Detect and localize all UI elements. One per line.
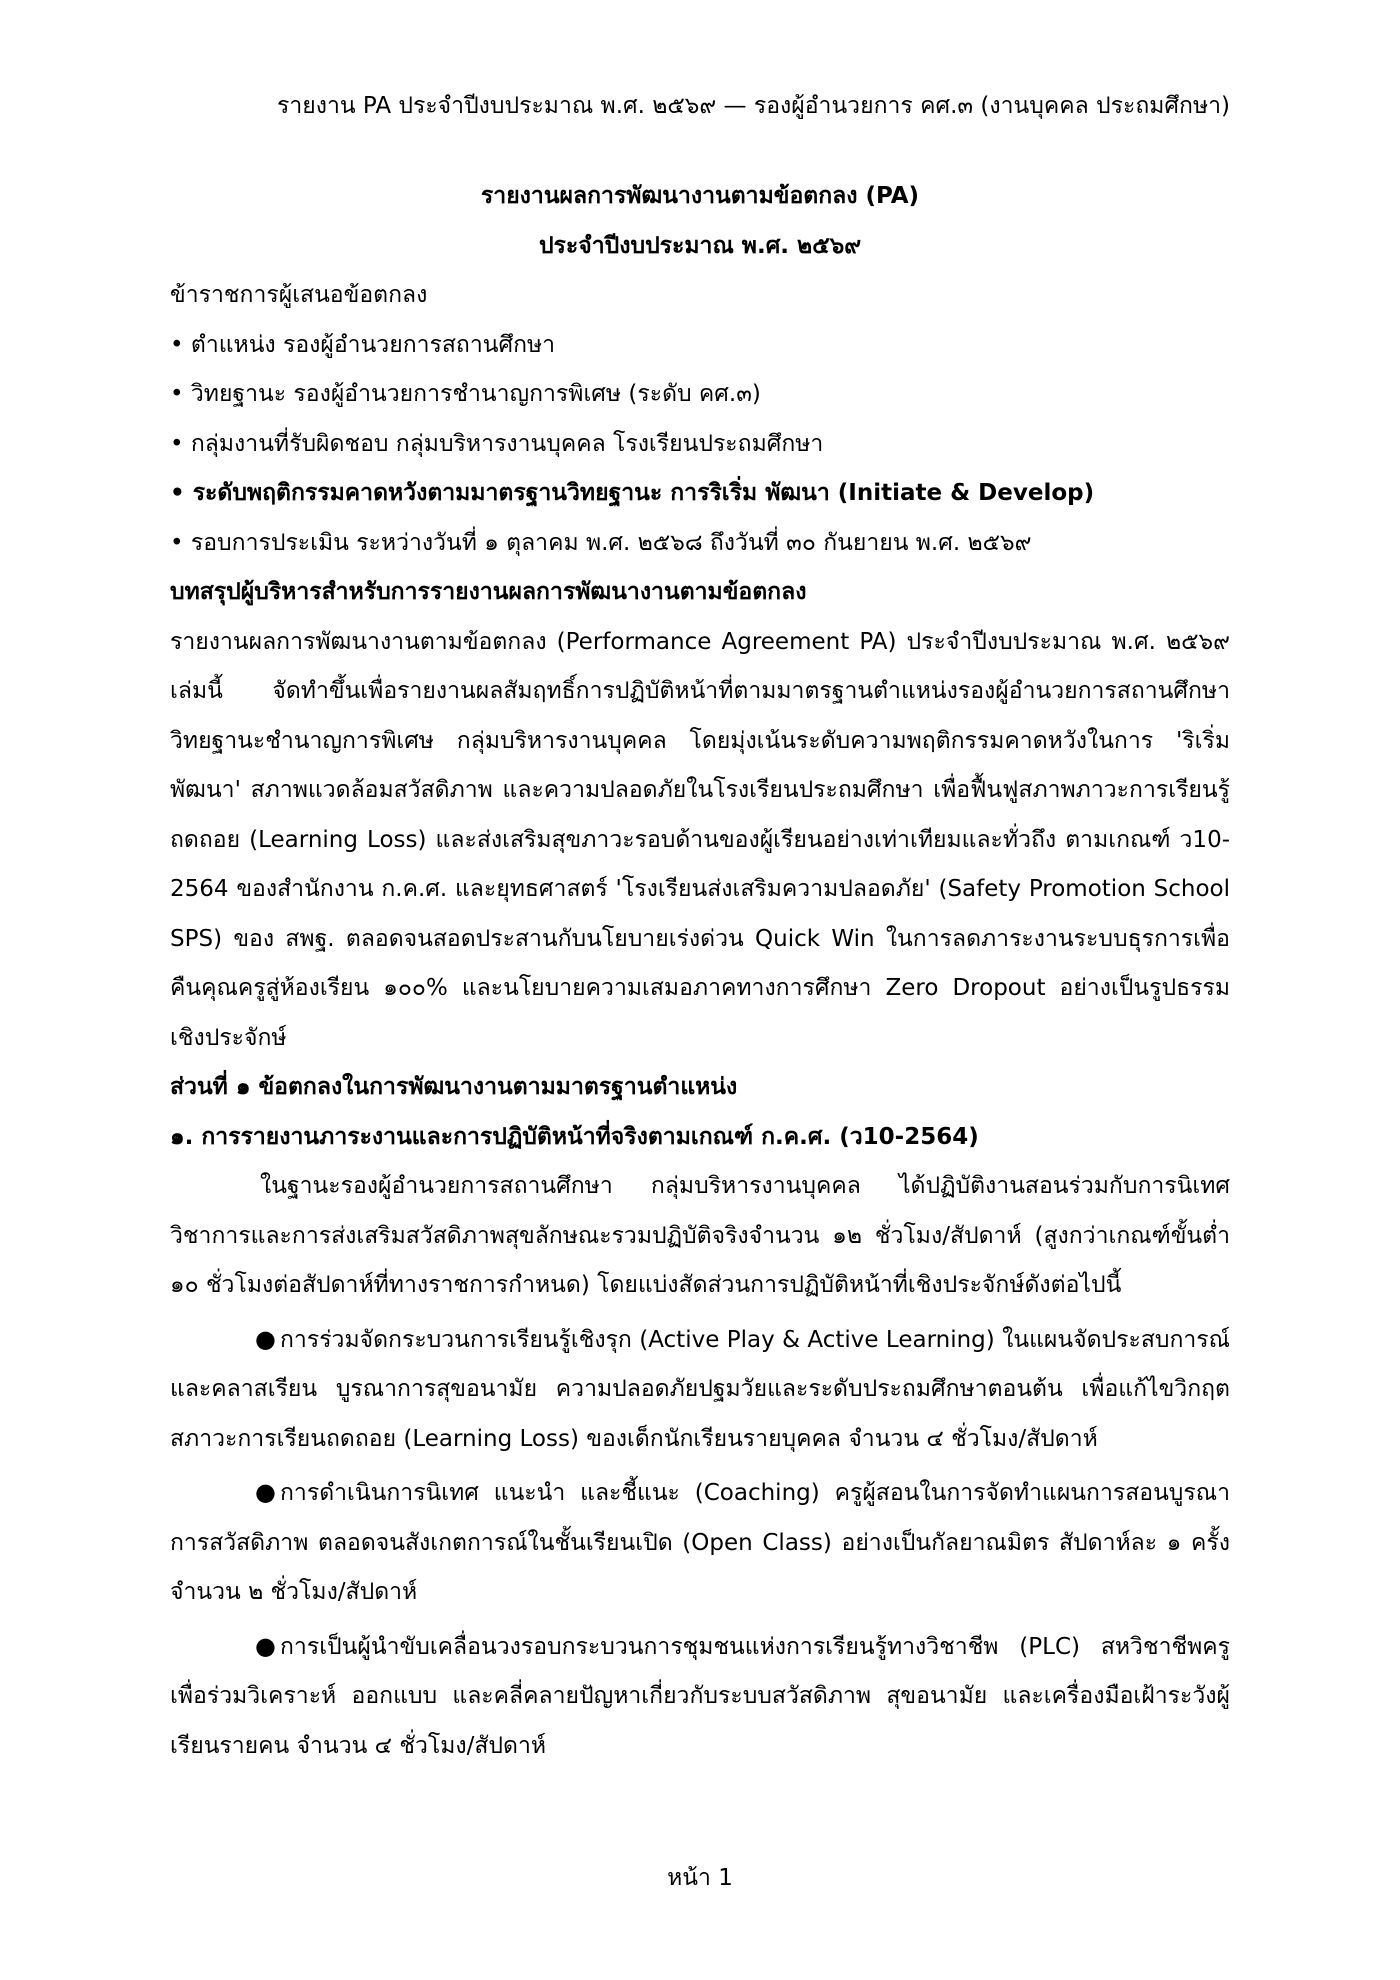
summary-heading: บทสรุปผู้บริหารสำหรับการรายงานผลการพัฒนางานตามข้อตกลง: [170, 579, 807, 605]
page-number: หน้า 1: [667, 1865, 733, 1891]
proposer-academic-rank: • วิทยฐานะ รองผู้อำนวยการชำนาญการพิเศษ (ระดับ คศ.๓): [170, 381, 761, 407]
document-body: [170, 172, 1230, 1771]
workload-item-text: การดำเนินการนิเทศ แนะนำ และชี้แนะ (Coaching) ครูผู้สอนในการจัดทำแผนการสอนบูรณาการสวัสดิภาพ ตลอดจนสังเกตการณ์ในชั้นเรียนเปิด (Open Class) อย่างเป็นกัลยาณมิตร สัปดาห์ละ ๑ ครั้ง จำนวน ๒ ชั่วโมง/สัปดาห์: [170, 1480, 1230, 1605]
document-subtitle: ประจำปีงบประมาณ พ.ศ. ๒๕๖๙: [538, 232, 862, 259]
workload-item: [170, 1468, 1230, 1618]
workload-item-text: การเป็นผู้นำขับเคลื่อนวงรอบกระบวนการชุมชนแห่งการเรียนรู้ทางวิชาชีพ (PLC) สหวิชาชีพครู เพื่อร่วมวิเคราะห์ ออกแบบ และคลี่คลายปัญหาเกี่ยวกับระบบสวัสดิภาพ สุขอนามัย และเครื่องมือเฝ้าระวังผู้เรียนรายคน จำนวน ๔ ชั่วโมง/สัปดาห์: [170, 1633, 1230, 1759]
bullet-icon: ●: [255, 1324, 276, 1353]
proposer-evaluation-period: • รอบการประเมิน ระหว่างวันที่ ๑ ตุลาคม พ.ศ. ๒๕๖๘ ถึงวันที่ ๓๐ กันยายน พ.ศ. ๒๕๖๙: [170, 529, 1032, 556]
section1-intro: ในฐานะรองผู้อำนวยการสถานศึกษา กลุ่มบริหารงานบุคคล ได้ปฏิบัติงานสอนร่วมกับการนิเทศวิชาการและการส่งเสริมสวัสดิภาพสุขลักษณะรวมปฏิบัติจริงจำนวน ๑๒ ชั่วโมง/สัปดาห์ (สูงกว่าเกณฑ์ขั้นต่ำ ๑๐ ชั่วโมงต่อสัปดาห์ที่ทางราชการกำหนด) โดยแบ่งสัดส่วนการปฏิบัติหน้าที่เชิงประจักษ์ดังต่อไปนี้: [170, 1173, 1230, 1298]
running-header: รายงาน PA ประจำปีงบประมาณ พ.ศ. ๒๕๖๙ — รองผู้อำนวยการ คศ.๓ (งานบุคคล ประถมศึกษา): [277, 93, 1230, 119]
bullet-icon: ●: [255, 1631, 276, 1660]
workload-item: [170, 1622, 1230, 1772]
part1-heading: ส่วนที่ ๑ ข้อตกลงในการพัฒนางานตามมาตรฐานตำแหน่ง: [170, 1074, 738, 1100]
summary-body: รายงานผลการพัฒนางานตามข้อตกลง (Performance Agreement PA) ประจำปีงบประมาณ พ.ศ. ๒๕๖๙ เล่มนี้ จัดทำขึ้นเพื่อรายงานผลสัมฤทธิ์การปฏิบัติหน้าที่ตามมาตรฐานตำแหน่งรองผู้อำนวยการสถานศึกษา วิทยฐานะชำนาญการพิเศษ กลุ่มบริหารงานบุคคล โดยมุ่งเน้นระดับความพฤติกรรมคาดหวังในการ 'ริเริ่ม พัฒนา' สภาพแวดล้อมสวัสดิภาพ และความปลอดภัยในโรงเรียนประถมศึกษา เพื่อฟื้นฟูสภาพภาวะการเรียนรู้ถดถอย (Learning Loss) และส่งเสริมสุขภาวะรอบด้านของผู้เรียนอย่างเท่าเทียมและทั่วถึง ตามเกณฑ์ ว10-2564 ของสำนักงาน ก.ค.ศ. และยุทธศาสตร์ 'โรงเรียนส่งเสริมความปลอดภัย' (Safety Promotion School SPS) ของ สพฐ. ตลอดจนสอดประสานกับนโยบายเร่งด่วน Quick Win ในการลดภาระงานระบบธุรการเพื่อคืนคุณครูสู่ห้องเรียน ๑๐๐% และนโยบายความเสมอภาคทางการศึกษา Zero Dropout อย่างเป็นรูปธรรมเชิงประจักษ์: [170, 628, 1230, 1051]
proposer-expected-behavior: • ระดับพฤติกรรมคาดหวังตามมาตรฐานวิทยฐานะ การริเริ่ม พัฒนา (Initiate & Develop): [170, 480, 1095, 506]
proposer-position: • ตำแหน่ง รองผู้อำนวยการสถานศึกษา: [170, 331, 556, 358]
document-title: รายงานผลการพัฒนางานตามข้อตกลง (PA): [480, 183, 920, 209]
bullet-icon: ●: [255, 1478, 276, 1506]
proposer-work-group: • กลุ่มงานที่รับผิดชอบ กลุ่มบริหารงานบุคคล โรงเรียนประถมศึกษา: [170, 430, 824, 457]
section1-heading: ๑. การรายงานภาระงานและการปฏิบัติหน้าที่จริงตามเกณฑ์ ก.ค.ศ. (ว10-2564): [170, 1123, 979, 1150]
workload-item: [170, 1315, 1230, 1465]
workload-item-text: การร่วมจัดกระบวนการเรียนรู้เชิงรุก (Active Play & Active Learning) ในแผนจัดประสบการณ์และคลาสเรียน บูรณาการสุขอนามัย ความปลอดภัยปฐมวัยและระดับประถมศึกษาตอนต้น เพื่อแก้ไขวิกฤตสภาวะการเรียนถดถอย (Learning Loss) ของเด็กนักเรียนรายบุคคล จำนวน ๔ ชั่วโมง/สัปดาห์: [170, 1326, 1230, 1452]
proposer-heading: ข้าราชการผู้เสนอข้อตกลง: [170, 282, 428, 308]
